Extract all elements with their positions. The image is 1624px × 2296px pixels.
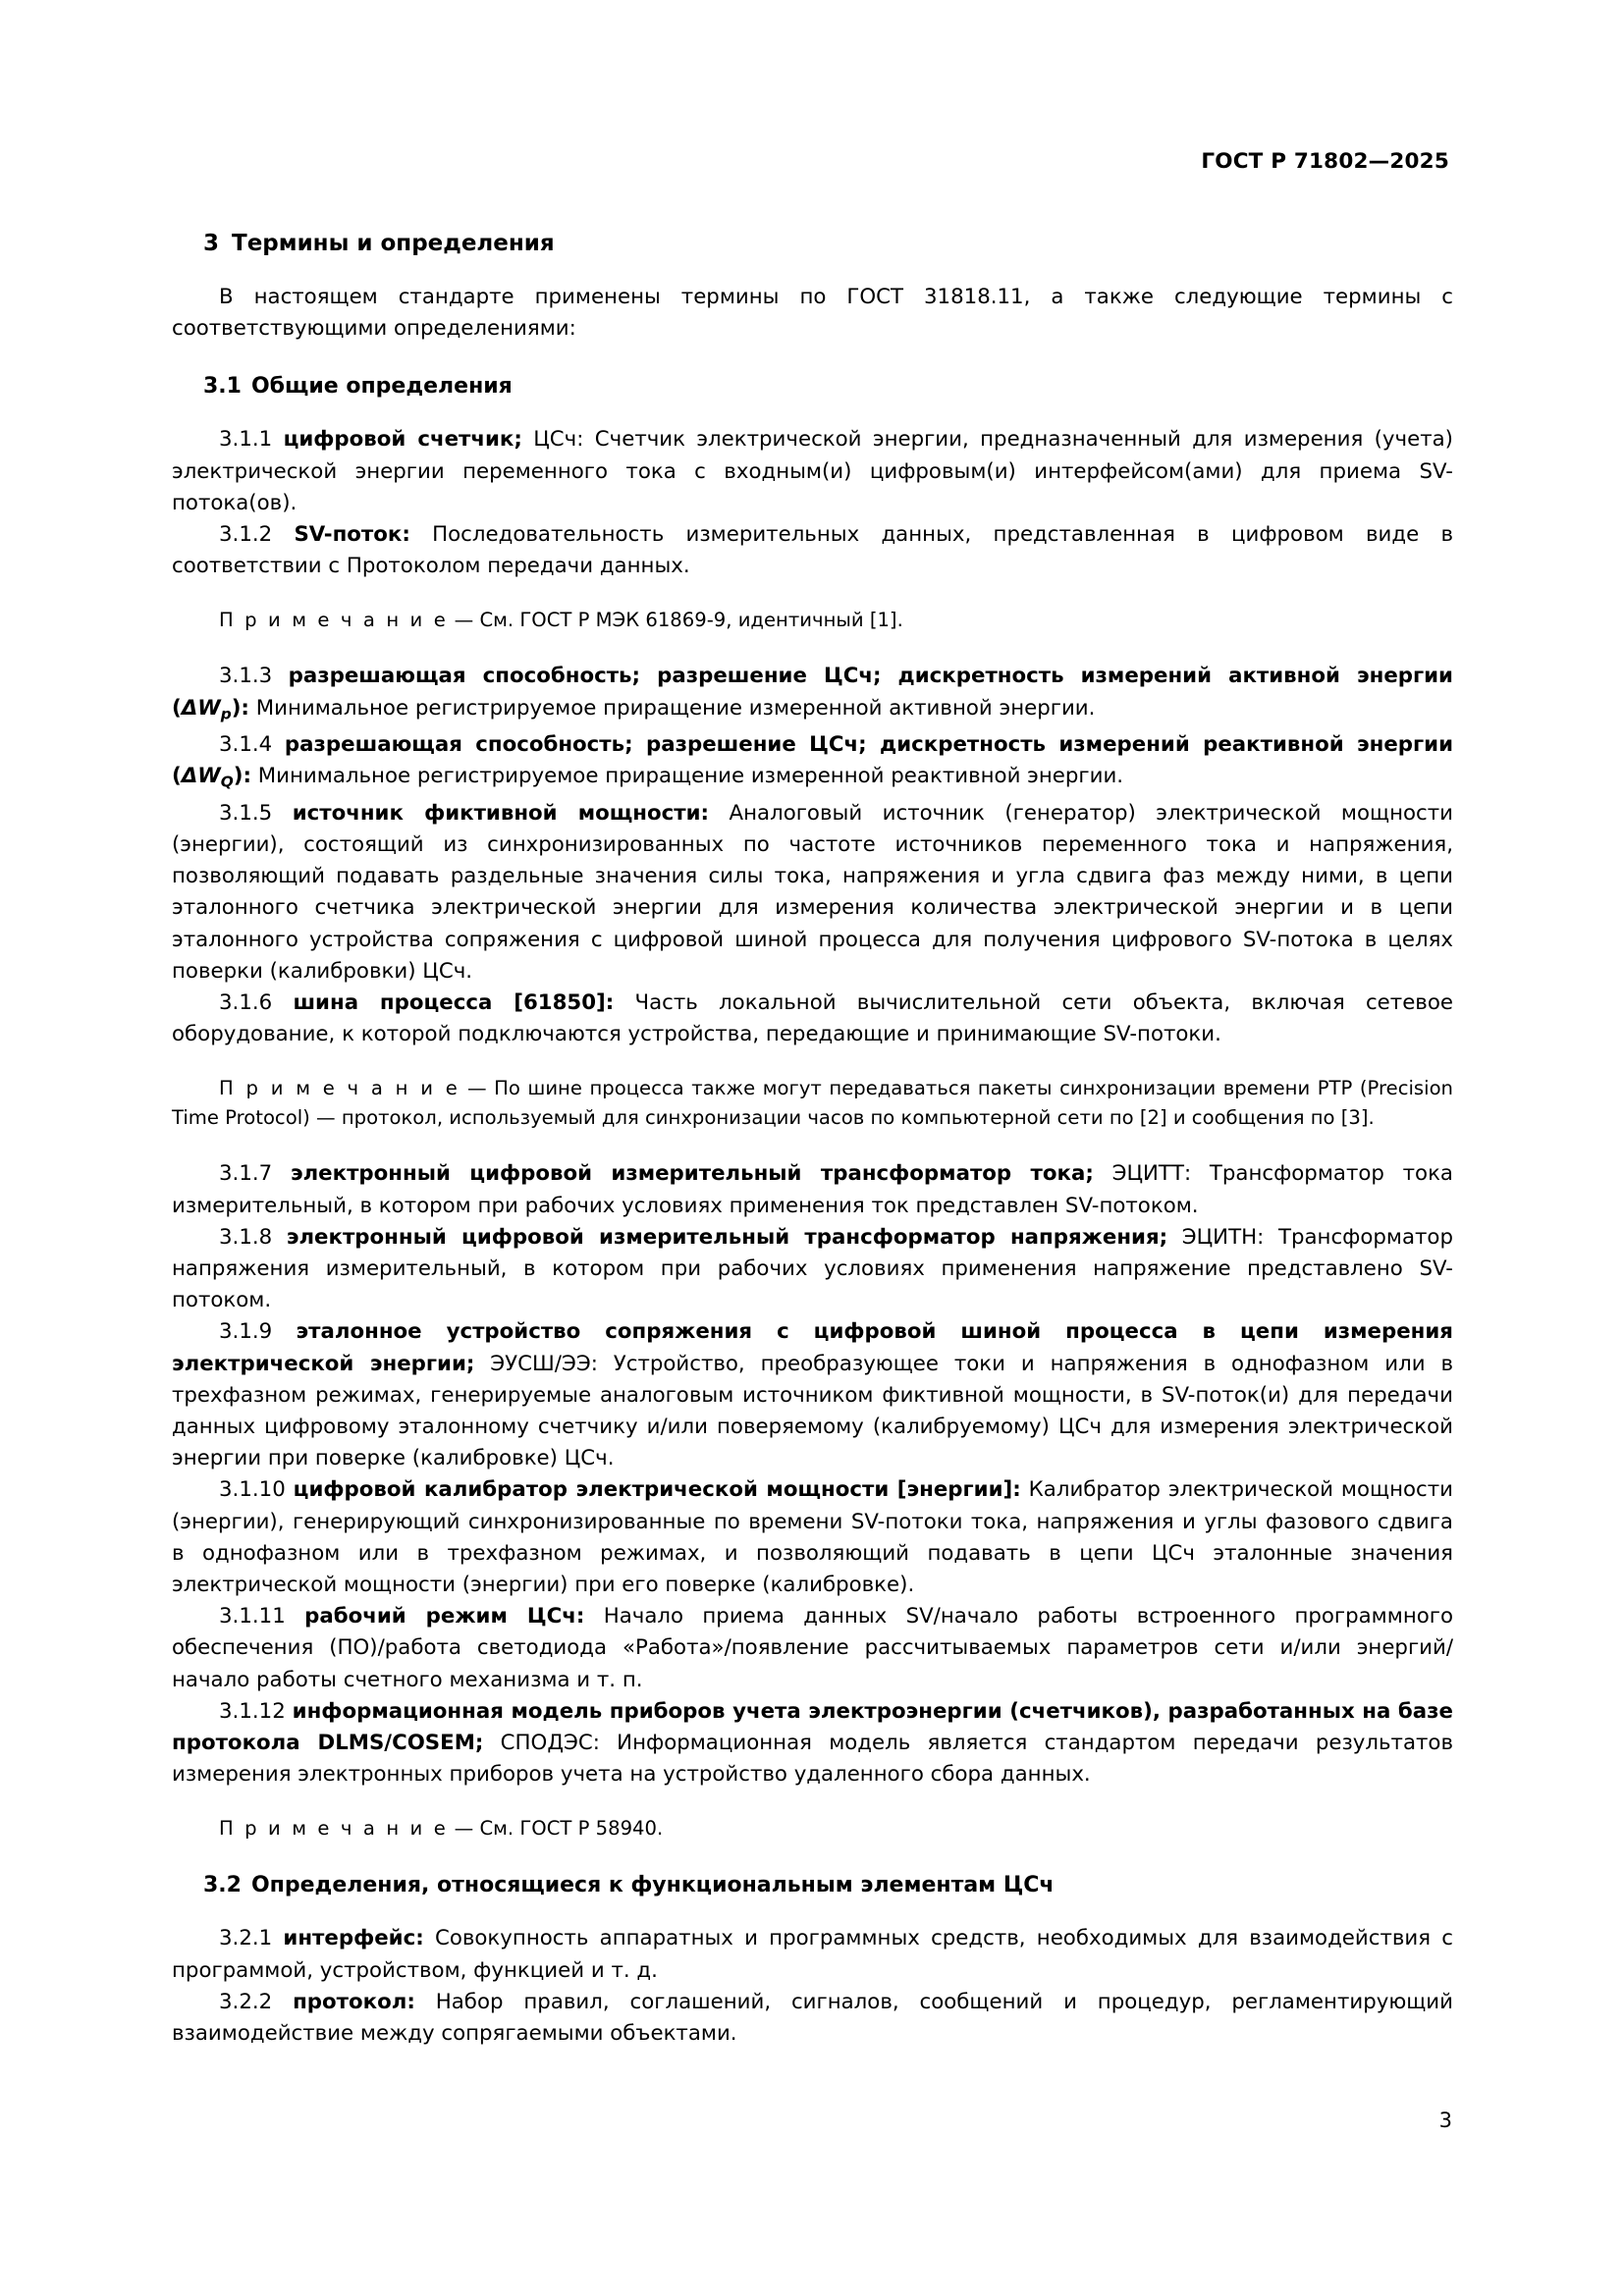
- term-number: 3.1.3: [219, 664, 273, 689]
- term-number: 3.1.10: [219, 1477, 286, 1503]
- term-item-3-1-4: [172, 729, 1453, 798]
- term-number: 3.1.4: [219, 732, 273, 758]
- term-name-tail: ):: [231, 695, 249, 721]
- section-title-text: Термины и определения: [232, 231, 555, 256]
- term-number: 3.1.5: [219, 800, 273, 826]
- term-item-3-1-10: [172, 1474, 1453, 1601]
- subsection-number: 3.2: [203, 1873, 242, 1898]
- term-name: эталонное устройство сопряжения с цифровой шиной процесса в цепи измерения электрической энергии;: [172, 1319, 1453, 1376]
- term-name: SV-поток:: [294, 522, 410, 548]
- term-item-3-1-11: [172, 1601, 1453, 1696]
- term-definition: ЦСч: Счетчик электрической энергии, предназначенный для измерения (учета) электрической энергии переменного тока с входным(и) цифровым(и) интерфейсом(ами) для приема SV-потока(ов).: [172, 427, 1453, 515]
- term-name: шина процесса [61850]:: [293, 990, 615, 1016]
- term-name: рабочий режим ЦСч:: [304, 1604, 585, 1629]
- term-name: электронный цифровой измерительный трансформатор тока;: [290, 1161, 1094, 1187]
- note-text: — См. ГОСТ Р МЭК 61869-9, идентичный [1].: [448, 609, 903, 632]
- term-definition: Начало приема данных SV/начало работы встроенного программного обеспечения (ПО)/работа светодиода «Работа»/появление рассчитываемых параметров сети и/или энергий/начало работы счетного механизма и т. п.: [172, 1604, 1453, 1692]
- term-item-3-1-6: [172, 988, 1453, 1050]
- term-item-3-1-1: [172, 424, 1453, 519]
- term-name: электронный цифровой измерительный трансформатор напряжения;: [286, 1224, 1168, 1250]
- section-heading: [203, 231, 1453, 256]
- term-symbol-subscript: p: [220, 704, 232, 722]
- term-name: разрешающая способность; разрешение ЦСч; дискретность измерений активной энергии (: [172, 664, 1453, 721]
- term-definition: Минимальное регистрируемое приращение измеренной активной энергии.: [248, 695, 1096, 721]
- term-number: 3.1.12: [219, 1698, 286, 1724]
- note-label: П р и м е ч а н и е: [219, 1817, 449, 1841]
- section-number: 3: [203, 231, 220, 256]
- note-label: П р и м е ч а н и е: [219, 1077, 460, 1100]
- term-name: цифровой счетчик;: [283, 427, 522, 453]
- term-item-3-2-1: [172, 1923, 1453, 1986]
- standard-id: ГОСТ Р 71802—2025: [1201, 149, 1449, 174]
- term-definition: ЭЦИТТ: Трансформатор тока измерительный, в котором при рабочих условиях применения ток представлен SV-потоком.: [172, 1161, 1453, 1218]
- term-item-3-1-8: [172, 1222, 1453, 1317]
- term-item-3-1-9: [172, 1316, 1453, 1474]
- term-definition: Последовательность измерительных данных, представленная в цифровом виде в соответствии с Протоколом передачи данных.: [172, 522, 1453, 579]
- term-item-3-1-12: [172, 1696, 1453, 1791]
- subsection-number: 3.1: [203, 374, 242, 400]
- term-symbol-subscript: Q: [220, 773, 234, 791]
- term-number: 3.1.9: [219, 1319, 273, 1345]
- term-item-3-1-7: [172, 1158, 1453, 1221]
- term-item-3-1-3: [172, 661, 1453, 729]
- note-label: П р и м е ч а н и е: [219, 609, 449, 632]
- note-1: [172, 606, 1453, 635]
- term-number: 3.1.7: [219, 1161, 273, 1187]
- term-name: разрешающая способность; разрешение ЦСч; дискретность измерений реактивной энергии (: [172, 732, 1453, 789]
- term-name: протокол:: [293, 1989, 415, 2014]
- subsection-title-text: Определения, относящиеся к функциональным элементам ЦСч: [250, 1873, 1055, 1898]
- term-item-3-2-2: [172, 1987, 1453, 2050]
- term-definition: СПОДЭС: Информационная модель является стандартом передачи результатов измерения электронных приборов учета на устройство удаленного сбора данных.: [172, 1731, 1453, 1788]
- page-number: 3: [1438, 2109, 1452, 2132]
- section-intro-paragraph: [172, 282, 1453, 345]
- term-name: цифровой калибратор электрической мощности [энергии]:: [293, 1477, 1021, 1503]
- subsection-heading-3-1: [203, 374, 1453, 399]
- term-name: интерфейс:: [283, 1926, 424, 1951]
- term-number: 3.1.6: [219, 990, 273, 1016]
- term-definition: Калибратор электрической мощности (энергии), генерирующий синхронизированные по времени SV-потоки тока, напряжения и углы фазового сдвига в однофазном или в трехфазном режимах, и позволяющий подавать в цепи ЦСч эталонные значения электрической мощности (энергии) при его поверке (калибровке).: [172, 1477, 1453, 1598]
- page-content: [172, 0, 1453, 2050]
- term-definition: Минимальное регистрируемое приращение измеренной реактивной энергии.: [251, 764, 1124, 789]
- term-number: 3.1.1: [219, 427, 273, 453]
- term-item-3-1-2: [172, 519, 1453, 582]
- subsection-heading-3-2: [203, 1873, 1453, 1897]
- term-number: 3.1.11: [219, 1604, 286, 1629]
- term-symbol: ΔW: [181, 695, 221, 721]
- term-definition: Совокупность аппаратных и программных средств, необходимых для взаимодействия с программой, устройством, функцией и т. д.: [172, 1926, 1453, 1983]
- note-text: — По шине процесса также могут передаваться пакеты синхронизации времени PTP (Precision Time Protocol) — протокол, используемый для синхронизации часов по компьютерной сети по [2] и сообщения по [3].: [172, 1077, 1453, 1130]
- term-definition: Часть локальной вычислительной сети объекта, включая сетевое оборудование, к которой подключаются устройства, передающие и принимающие SV-потоки.: [172, 990, 1453, 1047]
- note-3: [172, 1814, 1453, 1843]
- term-definition: ЭУСШ/ЭЭ: Устройство, преобразующее токи и напряжения в однофазном или в трехфазном режимах, генерируемые аналоговым источником фиктивной мощности, в SV-поток(и) для передачи данных цифровому эталонному счетчику и/или поверяемому (калибруемому) ЦСч для измерения электрической энергии при поверке (калибровке) ЦСч.: [172, 1351, 1453, 1471]
- term-definition: Аналоговый источник (генератор) электрической мощности (энергии), состоящий из синхронизированных по частоте источников переменного тока и напряжения, позволяющий подавать раздельные значения силы тока, напряжения и угла сдвига фаз между ними, в цепи эталонного счетчика электрической энергии для измерения количества электрической энергии и в цепи эталонного устройства сопряжения с цифровой шиной процесса для получения цифрового SV-потока в целях поверки (калибровки) ЦСч.: [172, 800, 1453, 984]
- subsection-title-text: Общие определения: [250, 374, 513, 400]
- term-definition: ЭЦИТН: Трансформатор напряжения измерительный, в котором при рабочих условиях применения напряжение представлено SV-потоком.: [172, 1224, 1453, 1313]
- term-number: 3.2.2: [219, 1989, 273, 2014]
- term-number: 3.2.1: [219, 1926, 273, 1951]
- term-item-3-1-5: [172, 798, 1453, 988]
- page-header: [172, 0, 1453, 174]
- term-symbol: ΔW: [181, 764, 221, 789]
- note-2: [172, 1074, 1453, 1133]
- term-name: источник фиктивной мощности:: [292, 800, 710, 826]
- term-number: 3.1.2: [219, 522, 273, 548]
- term-definition: Набор правил, соглашений, сигналов, сообщений и процедур, регламентирующий взаимодействие между сопрягаемыми объектами.: [172, 1989, 1453, 2047]
- term-name: информационная модель приборов учета электроэнергии (счетчиков), разработанных на базе протокола DLMS/COSEM;: [172, 1698, 1453, 1756]
- term-name-tail: ):: [233, 764, 252, 789]
- section-intro-text: В настоящем стандарте применены термины по ГОСТ 31818.11, а также следующие термины с соответствующими определениями:: [172, 285, 1453, 342]
- note-text: — См. ГОСТ Р 58940.: [448, 1817, 664, 1841]
- term-number: 3.1.8: [219, 1224, 273, 1250]
